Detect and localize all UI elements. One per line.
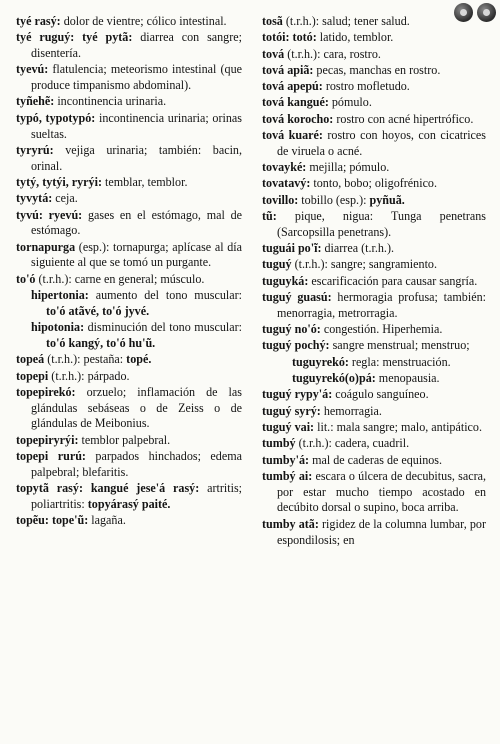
entry-definition: rigidez de la columna lumbar, por espondilosis; en [277,516,486,547]
entry-grammar-note: (t.r.h.): [295,436,332,451]
entry-headword: topepi [16,368,49,383]
dictionary-entry [16,240,242,272]
entry-definition: gases en el estómago, mal de estómago. [31,207,242,238]
entry-definition: flatulencia; meteorismo intestinal (que produce timpanismo abdominal). [31,62,242,93]
dictionary-entry [16,94,242,110]
entry-definition: tobillo (esp.): [298,192,370,207]
entry-headword: tová [262,46,285,61]
entry-definition: rostro con acné hipertrófico. [333,111,474,126]
entry-headword: topẽu: tope'ũ: [16,513,89,528]
entry-headword: tyevú: [16,62,49,77]
dictionary-entry [16,433,242,449]
entry-definition: sangre menstrual; menstruo; [329,338,470,353]
entry-headword: tũ: [262,209,277,224]
dictionary-entry [262,193,486,209]
dictionary-entry [262,95,486,111]
dictionary-entry [16,143,242,175]
entry-headword: tuguý rypy'á: [262,387,333,402]
entry-headword: tuguý no'ó: [262,322,321,337]
entry-headword: tuguý [262,257,292,272]
entry-headword: tovillo: [262,192,299,207]
entry-translation: topé. [126,352,152,367]
dictionary-entry [262,241,486,257]
entry-definition: menopausia. [375,371,440,386]
dictionary-entry [16,272,242,288]
entry-definition: tonto, bobo; oligofrénico. [310,176,438,191]
dictionary-entry [16,14,242,30]
entry-definition: artritis; poliartritis: [31,481,243,511]
entry-grammar-note: (t.r.h.): [282,14,320,28]
dictionary-entry [16,191,242,207]
dictionary-entry [262,420,486,436]
dictionary-entry [262,404,486,420]
entry-headword: tová korocho: [262,111,334,126]
entry-definition: diarrea con sangre; disentería. [31,30,242,61]
dictionary-entry [262,453,486,469]
entry-headword: tumbý ai: [262,468,313,483]
dictionary-entry [16,175,242,191]
entry-headword: tumby'á: [262,452,310,467]
right-column [262,14,486,549]
entry-definition: coágulo sanguíneo. [332,387,429,402]
dictionary-entry [262,160,486,176]
dictionary-entry [262,436,486,452]
entry-definition: hemorragia. [320,403,382,418]
dictionary-entry [16,513,242,529]
entry-translation: to'ó kangý, to'ó hu'ũ. [46,335,156,350]
dictionary-entry [262,469,486,516]
dictionary-entry [262,30,486,46]
dictionary-entry [16,111,242,143]
dictionary-entry [262,128,486,160]
dictionary-entry [262,63,486,79]
dictionary-entry [16,369,242,385]
dictionary-entry [262,290,486,322]
entry-headword: tovayké: [262,160,307,175]
entry-definition: pestaña: [80,352,127,367]
dictionary-entry [262,176,486,192]
dictionary-entry [16,288,242,320]
entry-definition: rostro mofletudo. [322,79,410,94]
entry-headword: tová kuaré: [262,128,323,143]
dictionary-entry [262,14,486,30]
entry-definition: diarrea (t.r.h.). [321,241,395,256]
entry-definition: tornapurga; aplícase al día siguiente al que se tomó un purgante. [31,239,242,270]
dictionary-entry [16,30,242,62]
entry-headword: tyvytá: [16,191,53,206]
entry-definition: regla: menstruación. [348,354,451,369]
entry-definition: cadera, cuadril. [331,436,410,451]
entry-headword: tuguý pochý: [262,338,330,353]
entry-definition: pómulo. [328,95,372,110]
entry-headword: topepi rurú: [16,449,86,464]
entry-definition: párpado. [84,368,130,383]
entry-definition: disminución del tono muscular: [84,320,242,335]
entry-grammar-note: (t.r.h.): [284,46,321,61]
entry-definition: incontinencia urinaria; orinas sueltas. [31,110,242,141]
dictionary-entry [262,209,486,241]
entry-headword: tyvú: ryevú: [16,207,83,222]
entry-definition: parpados hinchados; edema palpebral; blefaritis. [31,449,242,479]
entry-definition: lagaña. [88,513,126,528]
entry-headword: to'ó [16,271,36,286]
entry-definition: carne en general; músculo. [71,271,205,286]
dictionary-entry [16,481,242,513]
entry-definition: cara, rostro. [320,46,381,61]
dictionary-entry [262,371,486,387]
entry-headword: topepirekó: [16,384,76,399]
entry-headword: hipertonia: [31,288,89,303]
dictionary-entry [262,274,486,290]
dictionary-entry [262,112,486,128]
dictionary-entry [262,322,486,338]
dictionary-entry [262,517,486,549]
entry-definition: temblar, temblor. [101,174,188,189]
entry-headword: topepiryrýi: [16,432,79,447]
entry-headword: tyryrú: [16,142,54,157]
entry-headword: topeá [16,352,45,367]
dictionary-entry [262,355,486,371]
dictionary-entry [262,387,486,403]
entry-definition: vejiga urinaria; también: bacin, orinal. [31,142,242,173]
entry-definition: ceja. [52,191,78,206]
dictionary-entry [16,449,242,481]
entry-headword: hipotonia: [31,320,85,335]
entry-definition: rostro con hoyos, con cicatrices de viruela o acné. [277,128,486,158]
entry-definition: latido, temblor. [316,30,394,45]
entry-headword: totói: totó: [262,30,317,45]
entry-headword: tuguý guasú: [262,290,332,305]
entry-definition: salud; tener salud. [319,14,410,28]
entry-definition: pique, nigua: Tunga penetrans (Sarcopsilla penetrans). [276,209,486,239]
entry-headword: tyñehẽ: [16,94,55,109]
entry-headword: tosã [262,14,283,28]
entry-definition: lit.: mala sangre; malo, antipático. [314,419,482,434]
entry-definition: sangre; sangramiento. [327,257,438,272]
dictionary-entry [262,257,486,273]
entry-grammar-note: (esp.): [75,239,110,254]
entry-headword: tuguái po'ĩ: [262,241,322,256]
entry-grammar-note: (t.r.h.): [44,352,81,367]
entry-headword: tuguyrekó(o)pá: [292,371,376,386]
entry-definition: temblor palpebral. [78,432,171,447]
entry-definition: dolor de vientre; cólico intestinal. [60,14,227,28]
entry-definition: escarificación para causar sangría. [308,273,478,288]
dictionary-entry [16,320,242,352]
entry-headword: tytý, tytýi, ryrýi: [16,174,102,189]
left-column [16,14,242,530]
dictionary-entry [16,385,242,432]
entry-definition: mal de caderas de equinos. [309,452,443,467]
entry-headword: tornapurga [16,239,76,254]
entry-headword: tyé ruguý: tyé pytã: [16,30,133,45]
entry-headword: tumbý [262,436,296,451]
dictionary-entry [16,208,242,240]
entry-grammar-note: (t.r.h.): [48,368,85,383]
entry-definition: mejilla; pómulo. [306,160,390,175]
entry-grammar-note: (t.r.h.): [291,257,328,272]
entry-definition: congestión. Hiperhemia. [320,322,443,337]
entry-definition: escara o úlcera de decubitus, sacra, por estar mucho tiempo acostado en decúbito dorsal o supino, boca arriba. [277,468,487,515]
entry-definition: hermoragia profusa; también: menorragia, metrorragia. [277,290,486,320]
entry-headword: tuguyká: [262,273,309,288]
entry-headword: tumby atã: [262,516,319,531]
entry-definition: pecas, manchas en rostro. [313,62,441,77]
entry-headword: tyé rasý: [16,14,61,28]
dictionary-entry [262,47,486,63]
entry-translation: pyñuã. [369,192,405,207]
entry-definition: aumento del tono muscular: [88,288,242,303]
entry-headword: tuguý vai: [262,419,315,434]
entry-definition: orzuelo; inflamación de las glándulas sebáseas o de Zeiss o de glándulas de Meibonius. [31,384,242,431]
entry-headword: topytã rasý: kangué jese'á rasý: [16,481,200,496]
entry-grammar-note: (t.r.h.): [35,271,72,286]
entry-headword: tuguyrekó: [292,354,349,369]
dictionary-entry [16,62,242,94]
entry-headword: tuguý syrý: [262,403,321,418]
dictionary-entry [262,79,486,95]
dictionary-entry [16,352,242,368]
entry-translation: topyárasý paité. [87,496,171,511]
entry-headword: tovatavý: [262,176,311,191]
entry-headword: tová apiã: [262,62,314,77]
entry-translation: to'ó atãvé, to'ó jyvé. [46,303,150,318]
entry-headword: tová apepú: [262,79,323,94]
dictionary-entry [262,338,486,354]
entry-headword: typó, typotypó: [16,110,96,125]
entry-headword: tová kangué: [262,95,329,110]
entry-definition: incontinencia urinaria. [54,94,167,109]
